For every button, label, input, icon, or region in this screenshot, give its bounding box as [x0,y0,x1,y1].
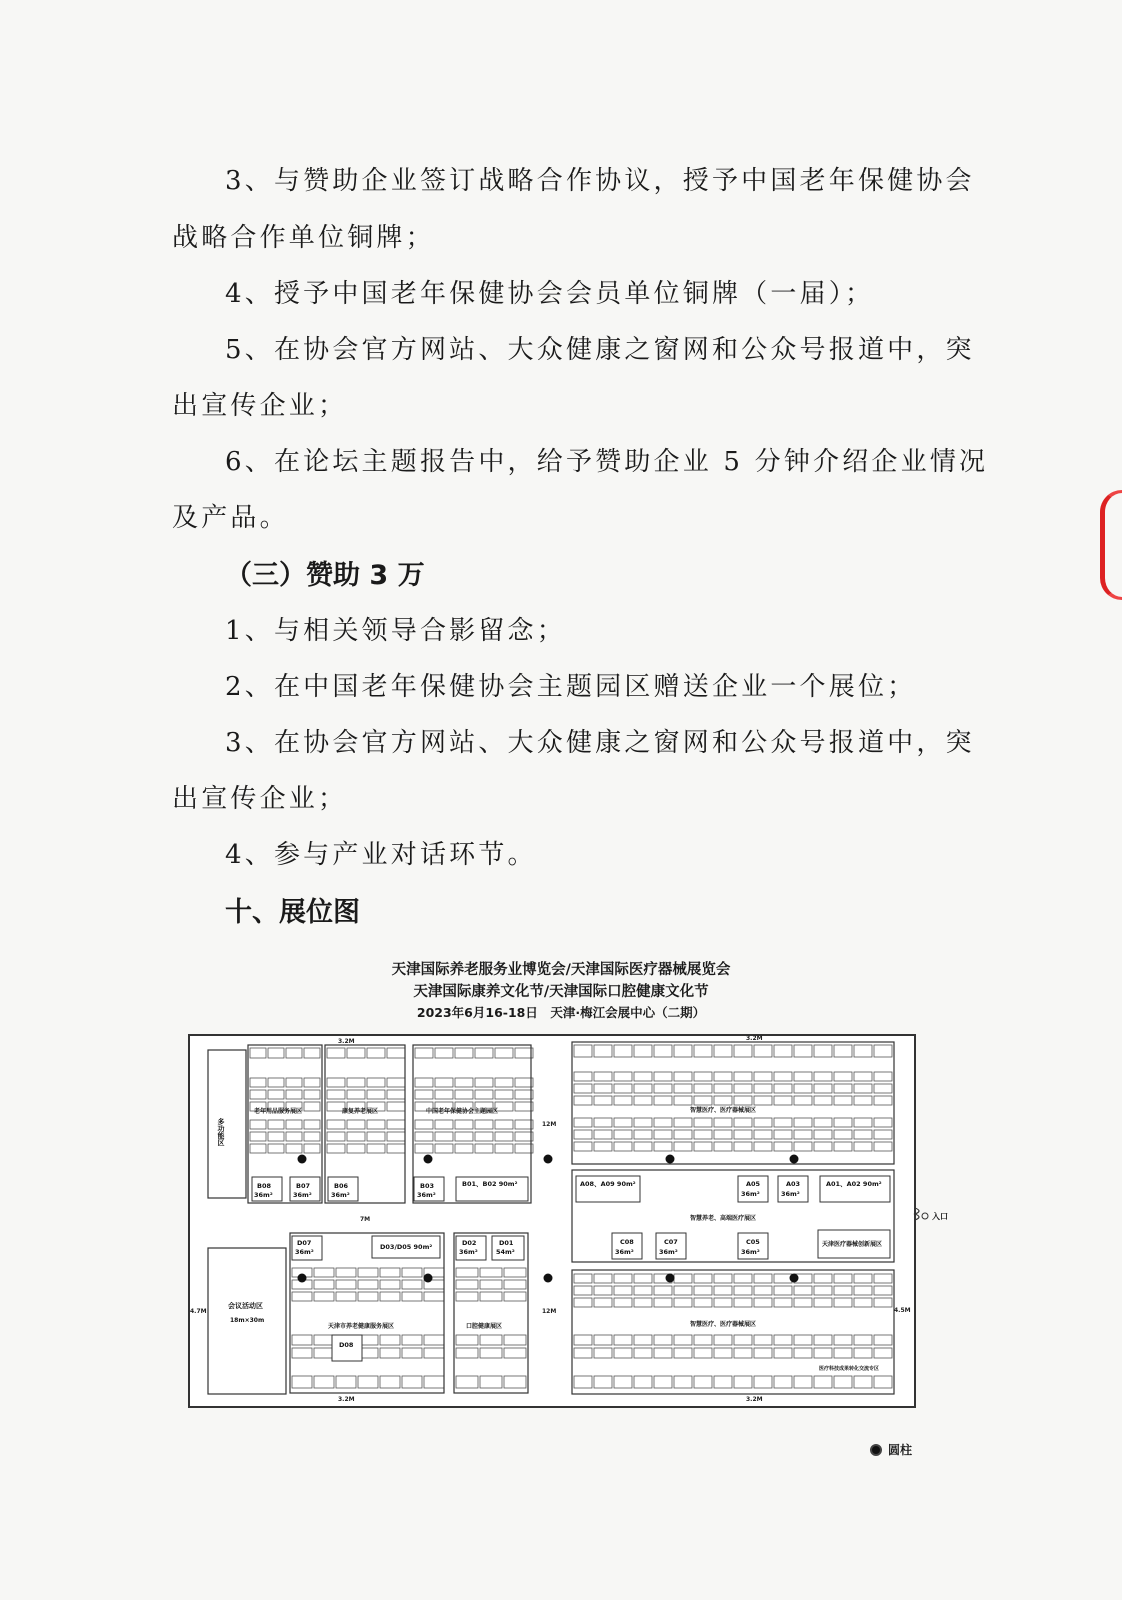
zone-label: 18m×30m [230,1317,265,1324]
zone-label: 智慧养老、高端医疗展区 [690,1215,757,1222]
paragraph-line: 6、在论坛主题报告中，给予赞助企业 5 分钟介绍企业情况 [225,447,989,477]
dim-label: 4.7M [190,1308,207,1315]
booth-label: A05 [746,1180,761,1188]
pillar-marker [544,1274,553,1283]
pillar-marker [298,1274,307,1283]
paragraph-line: 出宣传企业； [172,391,348,421]
pillar-marker [790,1155,799,1164]
booth-area: 36m² [331,1191,350,1199]
paragraph-line: 5、在协会官方网站、大众健康之窗网和公众号报道中，突 [225,335,975,365]
zone-label: 老年用品服务展区 [254,1108,303,1115]
booth-area: 36m² [254,1191,273,1199]
booth-label: A08、A09 90m² [580,1180,636,1188]
booth-label: D08 [339,1341,354,1349]
booth-area: 36m² [781,1190,800,1198]
floorplan-title-1: 天津国际养老服务业博览会/天津国际医疗器械展览会 [391,962,731,978]
booth-label: B01、B02 90m² [462,1180,518,1188]
zone-label: 智慧医疗、医疗器械展区 [690,1107,757,1114]
dim-label: 3.2M [746,1396,763,1403]
paragraph-line: 2、在中国老年保健协会主题园区赠送企业一个展位； [225,672,917,702]
paragraph-line: 3、与赞助企业签订战略合作协议，授予中国老年保健协会 [225,166,975,196]
floorplan-title-3: 2023年6月16-18日 天津·梅江会展中心（二期） [416,1005,706,1020]
floorplan-legend [870,1441,912,1458]
booth-label: D01 [499,1239,514,1247]
booth-area: 36m² [417,1191,436,1199]
paragraph-line: 战略合作单位铜牌； [172,223,435,253]
pillar-marker [424,1155,433,1164]
zone-label: 口腔健康展区 [466,1323,503,1330]
zone-label: 天津医疗器械创新展区 [822,1241,883,1248]
zone-label: 医疗科技成果转化交流专区 [819,1366,880,1372]
booth-label: B03 [420,1182,434,1190]
pillar-marker [666,1155,675,1164]
booth-area: 36m² [659,1248,678,1256]
booth-label: C08 [620,1238,634,1246]
booth-area: 36m² [293,1191,312,1199]
booth-area: 36m² [741,1190,760,1198]
dim-label: 3.2M [338,1038,355,1045]
booth-label: C07 [664,1238,678,1246]
zone-label: 天津市养老健康服务展区 [328,1323,395,1330]
paragraph-line: 1、与相关领导合影留念； [225,616,566,646]
pillar-marker [666,1274,675,1283]
entrance-label: 入口 [932,1212,948,1221]
zone-label: 中国老年保健协会主题园区 [426,1108,499,1115]
booth-label: C05 [746,1238,760,1246]
booth-label: A01、A02 90m² [826,1180,882,1188]
booth-label: D03/D05 90m² [380,1243,433,1251]
pillar-marker [544,1155,553,1164]
pillar-marker [298,1155,307,1164]
pillar-marker [424,1274,433,1283]
pillar-icon [870,1444,882,1456]
paragraph-line: 4、授予中国老年保健协会会员单位铜牌（一届）； [225,279,875,309]
section-heading: （三）赞助 3 万 [225,560,425,591]
booth-area: 36m² [741,1248,760,1256]
booth-label: D02 [462,1239,477,1247]
dim-label: 3.2M [338,1396,355,1403]
dim-label: 4.5M [894,1307,911,1314]
booth-area: 54m² [496,1248,515,1256]
dim-label: 3.2M [746,1035,763,1042]
paragraph-line: 3、在协会官方网站、大众健康之窗网和公众号报道中，突 [225,728,975,758]
dim-label: 12M [542,1121,557,1128]
paragraph-line: 4、参与产业对话环节。 [225,840,537,870]
zone-label: 智慧医疗、医疗器械展区 [690,1321,757,1328]
booth-label: A03 [786,1180,801,1188]
booth-label: B07 [296,1182,310,1190]
booth-label: B06 [334,1182,348,1190]
dim-label: 12M [542,1308,557,1315]
booth-area: 36m² [295,1248,314,1256]
floorplan-title-2: 天津国际康养文化节/天津国际口腔健康文化节 [413,984,709,1000]
paragraph-line: 及产品。 [172,503,289,533]
official-seal-edge [1100,490,1122,600]
booth-label: B08 [257,1182,271,1190]
zone-label: 会议活动区 [228,1302,263,1310]
booth-area: 36m² [615,1248,634,1256]
section-heading: 十、展位图 [225,897,360,928]
pillar-marker [790,1274,799,1283]
dim-label: 7M [360,1216,371,1223]
legend-label: 圆柱 [888,1443,913,1457]
paragraph-line: 出宣传企业； [172,784,348,814]
booth-area: 36m² [459,1248,478,1256]
booth-label: D07 [297,1239,312,1247]
multi-function-zone [208,1050,246,1198]
zone-label: 多功能区 [217,1118,225,1146]
zone-label: 康复养老展区 [342,1108,379,1115]
